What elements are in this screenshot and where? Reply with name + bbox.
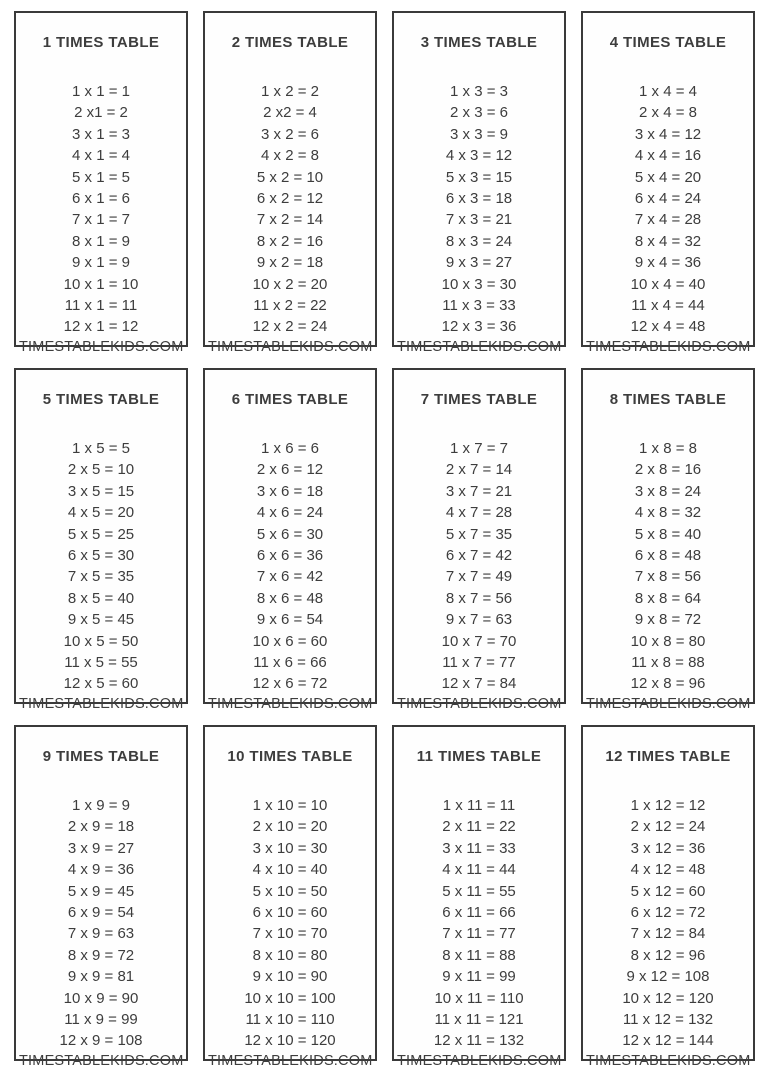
equation-row: 4 x 7 = 28 (445, 504, 513, 522)
equation-row: 4 x 3 = 12 (445, 147, 513, 165)
equation-row: 1 x 4 = 4 (639, 82, 697, 100)
equation-row: 10 x 10 = 100 (244, 989, 336, 1007)
times-table-card (14, 725, 188, 1069)
equation-row: 6 x 4 = 24 (634, 189, 702, 207)
equation-row: 1 x 3 = 3 (450, 82, 508, 100)
equation-row: 3 x 4 = 12 (634, 125, 702, 143)
equation-row: 10 x 5 = 50 (63, 632, 139, 650)
times-table-card (392, 11, 566, 355)
equation-row: 11 x 12 = 132 (622, 1010, 714, 1028)
times-table-card (203, 725, 377, 1069)
equation-row: 5 x 6 = 30 (256, 525, 324, 543)
card-title: 5 TIMES TABLE (42, 391, 160, 409)
equation-row: 5 x 3 = 15 (445, 168, 513, 186)
equation-row: 12 x 10 = 120 (244, 1032, 336, 1050)
equation-row: 6 x 3 = 18 (445, 189, 513, 207)
equation-row: 9 x 10 = 90 (252, 968, 328, 986)
equation-row: 7 x 7 = 49 (445, 568, 513, 586)
equation-row: 8 x 2 = 16 (256, 232, 324, 250)
equation-row: 11 x 8 = 88 (631, 653, 705, 671)
equation-row: 10 x 8 = 80 (630, 632, 706, 650)
equation-row: 5 x 1 = 5 (72, 168, 130, 186)
equation-row: 8 x 3 = 24 (445, 232, 513, 250)
equation-row: 5 x 5 = 25 (67, 525, 135, 543)
equation-row: 1 x 8 = 8 (639, 439, 697, 457)
equation-list (586, 795, 750, 1052)
equation-row: 11 x 5 = 55 (64, 653, 138, 671)
equation-row: 12 x 9 = 108 (59, 1032, 143, 1050)
card-title: 8 TIMES TABLE (609, 391, 727, 409)
equation-row: 9 x 9 = 81 (67, 968, 135, 986)
equation-row: 5 x 11 = 55 (442, 882, 516, 900)
equation-row: 12 x 5 = 60 (63, 675, 139, 693)
card-title: 7 TIMES TABLE (420, 391, 538, 409)
equation-list (586, 81, 750, 338)
equation-row: 8 x 12 = 96 (630, 946, 706, 964)
equation-row: 8 x 6 = 48 (256, 589, 324, 607)
equation-row: 1 x 5 = 5 (72, 439, 130, 457)
equation-row: 2 x2 = 4 (263, 104, 317, 122)
equation-row: 7 x 3 = 21 (445, 211, 513, 229)
equation-row: 5 x 12 = 60 (630, 882, 706, 900)
equation-row: 3 x 6 = 18 (256, 482, 324, 500)
equation-row: 9 x 12 = 108 (626, 968, 710, 986)
equation-row: 8 x 9 = 72 (67, 946, 135, 964)
equation-row: 12 x 7 = 84 (441, 675, 517, 693)
card-title: 10 TIMES TABLE (227, 748, 353, 766)
equation-row: 9 x 11 = 99 (442, 968, 516, 986)
equation-list (208, 795, 372, 1052)
equation-row: 2 x 11 = 22 (442, 818, 516, 836)
equation-row: 7 x 4 = 28 (634, 211, 702, 229)
equation-row: 12 x 12 = 144 (622, 1032, 714, 1050)
equation-row: 9 x 4 = 36 (634, 254, 702, 272)
equation-list (397, 81, 561, 338)
equation-row: 6 x 10 = 60 (252, 903, 328, 921)
card-footer-url: TIMESTABLEKIDS.COM (586, 338, 751, 355)
equation-row: 2 x 10 = 20 (252, 818, 328, 836)
equation-row: 7 x 5 = 35 (67, 568, 135, 586)
equation-row: 4 x 6 = 24 (256, 504, 324, 522)
equation-row: 9 x 3 = 27 (445, 254, 513, 272)
equation-row: 7 x 8 = 56 (634, 568, 702, 586)
card-title: 4 TIMES TABLE (609, 34, 727, 52)
equation-row: 1 x 7 = 7 (450, 439, 508, 457)
equation-row: 3 x 7 = 21 (445, 482, 513, 500)
equation-row: 4 x 8 = 32 (634, 504, 702, 522)
card-title: 3 TIMES TABLE (420, 34, 538, 52)
equation-row: 12 x 11 = 132 (433, 1032, 525, 1050)
card-footer-url: TIMESTABLEKIDS.COM (397, 1052, 562, 1069)
equation-row: 2 x1 = 2 (74, 104, 128, 122)
equation-list (19, 438, 183, 695)
equation-row: 12 x 6 = 72 (252, 675, 328, 693)
equation-row: 2 x 3 = 6 (450, 104, 508, 122)
equation-row: 7 x 2 = 14 (256, 211, 324, 229)
times-table-card (203, 11, 377, 355)
equation-row: 4 x 12 = 48 (630, 861, 706, 879)
equation-row: 11 x 6 = 66 (253, 653, 327, 671)
equation-row: 7 x 12 = 84 (630, 925, 706, 943)
equation-row: 3 x 11 = 33 (442, 839, 516, 857)
equation-row: 8 x 10 = 80 (252, 946, 328, 964)
equation-row: 3 x 10 = 30 (252, 839, 328, 857)
equation-row: 6 x 11 = 66 (442, 903, 516, 921)
equation-row: 5 x 10 = 50 (252, 882, 328, 900)
equation-row: 1 x 11 = 11 (442, 796, 516, 814)
card-footer-url: TIMESTABLEKIDS.COM (586, 695, 751, 712)
equation-row: 1 x 10 = 10 (252, 796, 328, 814)
equation-row: 11 x 4 = 44 (631, 296, 705, 314)
equation-row: 10 x 3 = 30 (441, 275, 517, 293)
equation-row: 11 x 9 = 99 (64, 1010, 138, 1028)
card-footer-url: TIMESTABLEKIDS.COM (208, 695, 373, 712)
equation-list (397, 438, 561, 695)
equation-row: 2 x 9 = 18 (67, 818, 135, 836)
equation-row: 5 x 8 = 40 (634, 525, 702, 543)
equation-row: 12 x 8 = 96 (630, 675, 706, 693)
equation-row: 4 x 10 = 40 (252, 861, 328, 879)
equation-list (19, 795, 183, 1052)
equation-row: 1 x 2 = 2 (261, 82, 319, 100)
card-footer-url: TIMESTABLEKIDS.COM (19, 338, 184, 355)
times-table-card (392, 368, 566, 712)
equation-row: 3 x 1 = 3 (72, 125, 130, 143)
card-footer-url: TIMESTABLEKIDS.COM (208, 338, 373, 355)
equation-row: 2 x 4 = 8 (639, 104, 697, 122)
equation-row: 10 x 11 = 110 (434, 989, 524, 1007)
equation-row: 12 x 1 = 12 (63, 318, 139, 336)
times-table-card (14, 11, 188, 355)
equation-row: 6 x 2 = 12 (256, 189, 324, 207)
equation-row: 10 x 6 = 60 (252, 632, 328, 650)
equation-row: 6 x 9 = 54 (67, 903, 135, 921)
equation-row: 4 x 1 = 4 (72, 147, 130, 165)
equation-row: 4 x 2 = 8 (261, 147, 319, 165)
equation-row: 2 x 6 = 12 (256, 461, 324, 479)
equation-row: 3 x 9 = 27 (67, 839, 135, 857)
equation-row: 5 x 4 = 20 (634, 168, 702, 186)
equation-row: 6 x 8 = 48 (634, 546, 702, 564)
equation-row: 7 x 11 = 77 (442, 925, 516, 943)
times-table-card (392, 725, 566, 1069)
equation-row: 1 x 1 = 1 (72, 82, 130, 100)
equation-row: 8 x 8 = 64 (634, 589, 702, 607)
card-footer-url: TIMESTABLEKIDS.COM (19, 1052, 184, 1069)
card-footer-url: TIMESTABLEKIDS.COM (586, 1052, 751, 1069)
card-title: 12 TIMES TABLE (605, 748, 731, 766)
equation-row: 9 x 2 = 18 (256, 254, 324, 272)
equation-row: 7 x 6 = 42 (256, 568, 324, 586)
equation-row: 9 x 5 = 45 (67, 611, 135, 629)
equation-row: 9 x 6 = 54 (256, 611, 324, 629)
equation-row: 11 x 1 = 11 (64, 296, 138, 314)
equation-row: 4 x 4 = 16 (634, 147, 702, 165)
equation-row: 10 x 2 = 20 (252, 275, 328, 293)
equation-row: 2 x 7 = 14 (445, 461, 513, 479)
equation-row: 2 x 12 = 24 (630, 818, 706, 836)
equation-row: 6 x 1 = 6 (72, 189, 130, 207)
equation-row: 7 x 10 = 70 (252, 925, 328, 943)
equation-row: 5 x 9 = 45 (67, 882, 135, 900)
equation-row: 4 x 5 = 20 (67, 504, 135, 522)
equation-row: 8 x 5 = 40 (67, 589, 135, 607)
card-title: 9 TIMES TABLE (42, 748, 160, 766)
times-table-card (203, 368, 377, 712)
equation-row: 11 x 7 = 77 (442, 653, 516, 671)
equation-row: 7 x 9 = 63 (67, 925, 135, 943)
equation-row: 3 x 5 = 15 (67, 482, 135, 500)
equation-row: 9 x 1 = 9 (72, 254, 130, 272)
times-table-card (581, 11, 755, 355)
equation-row: 2 x 8 = 16 (634, 461, 702, 479)
equation-row: 6 x 7 = 42 (445, 546, 513, 564)
equation-row: 3 x 8 = 24 (634, 482, 702, 500)
equation-list (586, 438, 750, 695)
equation-row: 11 x 2 = 22 (253, 296, 327, 314)
equation-list (19, 81, 183, 338)
card-title: 1 TIMES TABLE (42, 34, 160, 52)
equation-row: 8 x 4 = 32 (634, 232, 702, 250)
equation-row: 12 x 2 = 24 (252, 318, 328, 336)
equation-row: 10 x 1 = 10 (63, 275, 139, 293)
equation-row: 12 x 4 = 48 (630, 318, 706, 336)
worksheet-grid (14, 11, 755, 1069)
equation-row: 11 x 10 = 110 (245, 1010, 335, 1028)
equation-row: 8 x 1 = 9 (72, 232, 130, 250)
card-footer-url: TIMESTABLEKIDS.COM (19, 695, 184, 712)
equation-row: 4 x 9 = 36 (67, 861, 135, 879)
equation-row: 5 x 7 = 35 (445, 525, 513, 543)
times-table-card (14, 368, 188, 712)
equation-list (397, 795, 561, 1052)
equation-row: 4 x 11 = 44 (442, 861, 516, 879)
equation-row: 1 x 9 = 9 (72, 796, 130, 814)
equation-row: 3 x 2 = 6 (261, 125, 319, 143)
equation-row: 10 x 7 = 70 (441, 632, 517, 650)
equation-row: 11 x 3 = 33 (442, 296, 516, 314)
equation-row: 6 x 6 = 36 (256, 546, 324, 564)
equation-row: 6 x 12 = 72 (630, 903, 706, 921)
equation-row: 8 x 7 = 56 (445, 589, 513, 607)
card-footer-url: TIMESTABLEKIDS.COM (208, 1052, 373, 1069)
equation-row: 12 x 3 = 36 (441, 318, 517, 336)
equation-row: 11 x 11 = 121 (434, 1010, 524, 1028)
equation-row: 7 x 1 = 7 (72, 211, 130, 229)
card-footer-url: TIMESTABLEKIDS.COM (397, 695, 562, 712)
equation-row: 3 x 12 = 36 (630, 839, 706, 857)
equation-row: 8 x 11 = 88 (442, 946, 516, 964)
equation-row: 3 x 3 = 9 (450, 125, 508, 143)
equation-row: 1 x 12 = 12 (630, 796, 706, 814)
card-title: 6 TIMES TABLE (231, 391, 349, 409)
equation-row: 5 x 2 = 10 (256, 168, 324, 186)
equation-row: 9 x 7 = 63 (445, 611, 513, 629)
times-table-card (581, 725, 755, 1069)
card-title: 11 TIMES TABLE (416, 748, 542, 766)
equation-row: 6 x 5 = 30 (67, 546, 135, 564)
card-footer-url: TIMESTABLEKIDS.COM (397, 338, 562, 355)
equation-row: 10 x 12 = 120 (622, 989, 714, 1007)
equation-list (208, 438, 372, 695)
equation-list (208, 81, 372, 338)
equation-row: 9 x 8 = 72 (634, 611, 702, 629)
times-table-card (581, 368, 755, 712)
equation-row: 2 x 5 = 10 (67, 461, 135, 479)
equation-row: 10 x 4 = 40 (630, 275, 706, 293)
card-title: 2 TIMES TABLE (231, 34, 349, 52)
equation-row: 10 x 9 = 90 (63, 989, 139, 1007)
equation-row: 1 x 6 = 6 (261, 439, 319, 457)
